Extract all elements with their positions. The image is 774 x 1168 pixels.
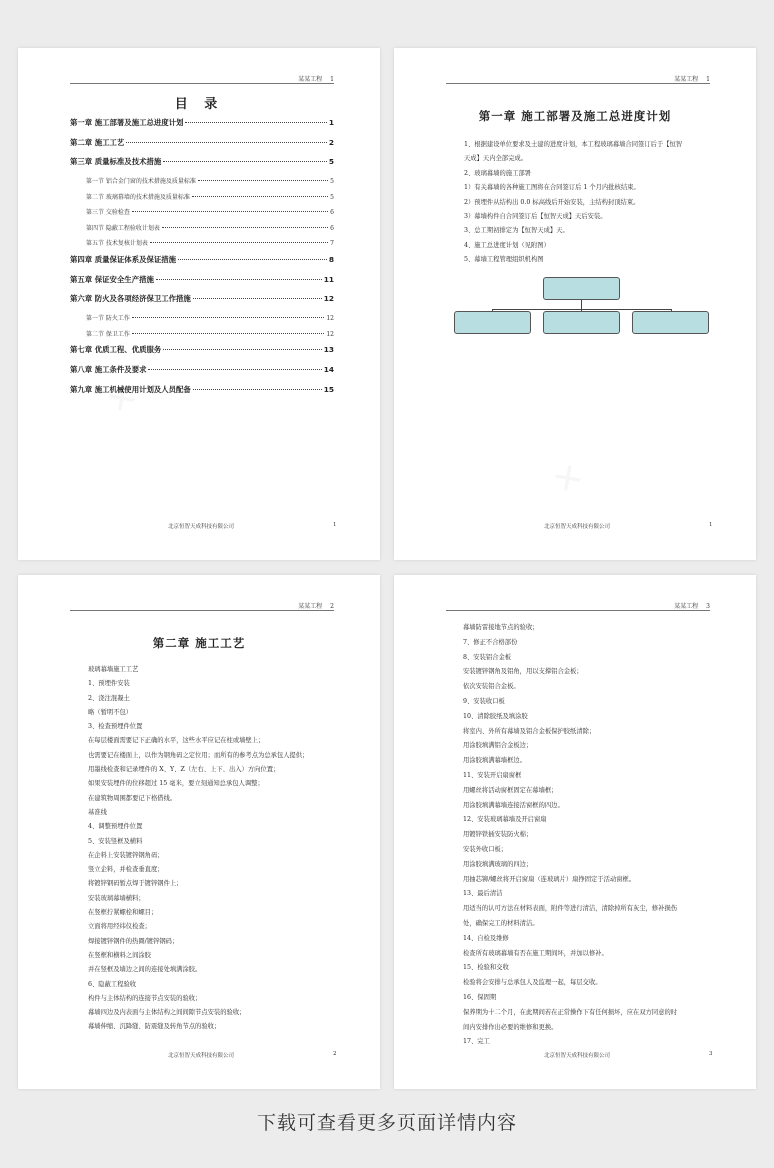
toc-page-number: 11: [323, 274, 334, 284]
page-header: [70, 601, 334, 611]
toc-chapter-entry[interactable]: [70, 293, 334, 313]
toc-entry-text: 第一节 铝合金门窗的技术措施及质量标准: [86, 178, 196, 186]
toc-entry-text: 第二章 施工工艺: [70, 137, 125, 147]
body-text-line: 将室内、外所有幕墙及铝合金板保护胶纸清除；: [463, 727, 596, 735]
toc-leader-dots: [132, 211, 328, 212]
toc-section-entry[interactable]: [70, 192, 334, 208]
header-doc-name: 某某工程: [298, 76, 323, 83]
body-text-line: 略（暂明不包）: [88, 708, 133, 716]
body-text-line: 17、完工: [463, 1038, 490, 1046]
toc-entry-text: 第七章 优质工程、优质服务: [70, 345, 162, 355]
body-text-line: 基准线: [88, 808, 107, 816]
toc-entry-text: 第八章 施工条件及要求: [70, 364, 147, 374]
toc-leader-dots: [132, 317, 324, 318]
body-text-line: 11、安装开启扇窗框: [463, 771, 522, 779]
toc-entry-text: 第二节 玻璃幕墙的技术措施及质量标准: [86, 193, 190, 201]
toc-page-number: 5: [328, 157, 334, 167]
body-text-line: 用镀锌铁插安装防火棉；: [463, 831, 533, 839]
org-chart-connector: [492, 309, 672, 310]
body-text-line: 2、玻璃幕墙的施工部署: [464, 169, 531, 177]
org-chart-child-box: [543, 311, 620, 334]
body-text-line: 检查所有玻璃幕墙有否在施工期间坏，并加以修补。: [463, 949, 608, 957]
header-doc-name: 某某工程: [674, 76, 699, 83]
body-text-line: 依次安装铝合金板。: [463, 683, 520, 691]
body-text-line: 处，确保完工的材料清洁。: [463, 919, 539, 927]
body-text-line: 1、根据建设单位要求及土建的进度计划，本工程玻璃幕墙合同签订后于【恒智: [464, 141, 683, 148]
body-text-line: 立面将用经纬仪检查；: [88, 923, 151, 931]
body-text-line: 用涂胶填满玻璃的四边；: [463, 860, 533, 868]
header-page-number: 3: [706, 603, 710, 610]
toc-page-number: 6: [330, 224, 334, 232]
body-text-line: 幕墙防雷接地节点的验收；: [463, 624, 539, 631]
watermark: [545, 452, 595, 503]
toc-chapter-entry[interactable]: [70, 117, 334, 137]
header-page-number: 2: [330, 603, 334, 610]
header-doc-name: 某某工程: [674, 603, 699, 610]
toc-chapter-entry[interactable]: [70, 254, 334, 274]
footer-company: 北京恒智天成科技有限公司: [544, 1053, 611, 1059]
toc-leader-dots: [185, 122, 326, 123]
toc-page-number: 8: [328, 255, 334, 265]
document-page-chapter2-continued: [394, 575, 756, 1089]
body-text-line: 并在竖框及墙边之间的连接处填满涂胶。: [88, 966, 202, 974]
toc-entry-text: 第四章 质量保证体系及保证措施: [70, 255, 177, 265]
document-page-toc: [18, 48, 380, 560]
body-text-line: 安装玻璃幕墙横料；: [88, 894, 145, 902]
toc-page-number: 5: [330, 178, 334, 186]
body-text-line: 也需要记在楼面上，以作为钢角码之定位用；而所有的参考点为总承包人提供；: [88, 751, 309, 759]
body-text-line: 15、检验和交收: [463, 964, 509, 972]
body-text-line: 9、安装收口板: [463, 697, 505, 705]
chapter2-body: [88, 665, 308, 1037]
download-more-banner[interactable]: 下载可查看更多页面详情内容: [256, 1112, 517, 1134]
body-text-line: 天成】天内全部完成。: [464, 155, 527, 163]
toc-entry-text: 第四节 隐蔽工程验收计划表: [86, 224, 160, 232]
toc-page-number: 14: [323, 364, 334, 374]
toc-chapter-entry[interactable]: [70, 364, 334, 384]
body-text-line: 构件与主体结构的连接节点安装的验收；: [88, 994, 202, 1002]
toc-page-number: 6: [330, 209, 334, 217]
body-text-line: 7、修正不合格部份: [463, 638, 518, 646]
body-text-line: 用涂胶填满幕墙框边。: [463, 757, 526, 765]
body-text-line: 12、安装玻璃幕墙及开启窗扇: [463, 816, 547, 824]
document-page-chapter1: [394, 48, 756, 560]
toc-entry-text: 第六章 防火及各项经济保卫工作措施: [70, 294, 191, 304]
toc-entry-text: 第三章 质量标准及技术措施: [70, 157, 162, 167]
body-text-line: 用涂胶填满幕墙连接活窗框的四边。: [463, 801, 564, 809]
body-text-line: 2、浇注混凝土: [88, 694, 130, 702]
toc-leader-dots: [198, 180, 328, 181]
body-text-line: 6、隐蔽工程验收: [88, 980, 137, 988]
body-text-line: 用螺丝将活动窗框固定在幕墙框；: [463, 786, 558, 794]
footer-company: 北京恒智天成科技有限公司: [544, 524, 611, 530]
toc-leader-dots: [162, 227, 328, 228]
chapter-title: 第二章 施工工艺: [152, 636, 246, 650]
toc-leader-dots: [192, 196, 328, 197]
toc-entry-text: 第九章 施工机械使用计划及人员配备: [70, 384, 191, 394]
body-text-line: 竖立企料，并检查垂直度；: [88, 866, 164, 874]
page-header: [70, 74, 334, 84]
page-footer: [394, 1051, 756, 1061]
body-text-line: 将镀锌钢码暂点焊于镀锌钢件上；: [88, 880, 183, 888]
body-text-line: 14、自检及维修: [463, 934, 509, 942]
body-text-line: 幕墙伸缩、沉降缝、防震缝及转角节点的验收；: [88, 1023, 221, 1031]
toc-page-number: 12: [326, 315, 334, 323]
toc-section-entry[interactable]: [70, 238, 334, 254]
body-text-line: 检验将会安排与总承包人及监理一起，每层交收。: [463, 979, 602, 987]
toc-section-entry[interactable]: [70, 207, 334, 223]
body-text-line: 2）预埋件从结构出 0.0 标高线后开始安装，主结构封顶结束。: [464, 198, 640, 206]
body-text-line: 4、调整预埋件位置: [88, 823, 143, 831]
toc-leader-dots: [150, 242, 328, 243]
body-text-line: 5、幕墙工程管理组织机构图: [464, 256, 544, 264]
body-text-line: 3、检查预埋件位置: [88, 723, 143, 731]
page-footer: [18, 522, 380, 532]
body-text-line: 在每层楼面需要记下正确的水平，这些水平应记在柱或墙壁上；: [88, 737, 265, 745]
toc-section-entry[interactable]: [70, 176, 334, 192]
chapter2-continued-body: [463, 623, 677, 1052]
page-header: [446, 601, 710, 611]
body-text-line: 10、清除胶纸及填涂胶: [463, 712, 528, 720]
org-chart-top-box: [543, 277, 620, 300]
toc-page-number: 1: [328, 118, 334, 127]
body-text-line: 在建筑物周围都要记下格借线。: [88, 794, 177, 802]
toc-page-number: 7: [330, 240, 334, 248]
toc-entry-text: 第三节 交验检查: [86, 209, 130, 217]
org-chart-child-box: [454, 311, 531, 334]
toc-entry-text: 第一章 施工部署及施工总进度计划: [70, 118, 184, 127]
toc-leader-dots: [156, 279, 322, 280]
body-text-line: 4、施工总进度计划（见附图）: [464, 241, 550, 249]
table-of-contents: [70, 117, 334, 403]
document-page-chapter2: [18, 575, 380, 1089]
body-text-line: 幕墙四边及内表面与主体结构之间间隙节点安装的验收；: [88, 1009, 246, 1017]
toc-chapter-entry[interactable]: [70, 344, 334, 364]
body-text-line: 13、最后清洁: [463, 890, 503, 898]
toc-entry-text: 第二节 保卫工作: [86, 330, 130, 338]
org-chart-child-box: [632, 311, 709, 334]
footer-page-number: 3: [709, 1051, 713, 1057]
footer-company: 北京恒智天成科技有限公司: [168, 1053, 235, 1059]
toc-leader-dots: [148, 369, 321, 370]
toc-leader-dots: [132, 333, 324, 334]
toc-leader-dots: [193, 298, 322, 299]
body-text-line: 1、预埋件安装: [88, 680, 130, 688]
body-text-line: 在竖框拧紧螺栓和螺目；: [88, 909, 158, 917]
toc-entry-text: 第一节 防火工作: [86, 315, 130, 323]
toc-section-entry[interactable]: [70, 313, 334, 329]
body-text-line: 8、安装铝合金板: [463, 653, 512, 661]
body-text-line: 间内安排作出必要的维修和更换。: [463, 1023, 558, 1031]
body-text-line: 用抽芯铆/螺丝将开启窗扇（连玻璃片）扇挣固定于活动窗框。: [463, 875, 636, 883]
toc-page-number: 15: [323, 384, 334, 394]
body-text-line: 用适当的认可方法在材料表面，附件等进行清洁，清除掉所有灰尘，修补损伤: [463, 905, 678, 913]
body-text-line: 安装镀锌钢角及铝角，用以支撑铝合金板；: [463, 668, 583, 676]
footer-company: 北京恒智天成科技有限公司: [168, 524, 235, 530]
body-text-line: 5、安装竖框及横料: [88, 837, 143, 845]
body-text-line: 3、总工期初排定为【恒智天成】天。: [464, 227, 569, 235]
body-text-line: 如果安装埋件的位移超过 15 毫米，要立刻通知总承包人调整；: [88, 780, 264, 788]
toc-chapter-entry[interactable]: [70, 156, 334, 176]
toc-leader-dots: [163, 349, 321, 350]
toc-page-number: 12: [326, 330, 334, 338]
footer-page-number: 1: [333, 522, 337, 528]
toc-chapter-entry[interactable]: [70, 137, 334, 157]
toc-section-entry[interactable]: [70, 329, 334, 345]
body-text-line: 保养期为十二个月，在此期间若在正常操作下有任何损坏，应在双方同意的时: [463, 1008, 678, 1016]
chapter-title: 第一章 施工部署及施工总进度计划: [478, 109, 672, 123]
body-text-line: 玻璃幕墙施工工艺: [88, 666, 139, 673]
toc-leader-dots: [126, 142, 327, 143]
body-text-line: 3）幕墙构件自合同签订后【恒智天成】天后安装。: [464, 212, 607, 220]
body-text-line: 16、保固期: [463, 993, 497, 1001]
header-doc-name: 某某工程: [298, 603, 323, 610]
toc-page-number: 13: [323, 345, 334, 355]
toc-leader-dots: [178, 259, 327, 260]
page-footer: [394, 522, 756, 532]
toc-entry-text: 第五节 技术复核计划表: [86, 240, 148, 248]
toc-leader-dots: [163, 161, 327, 162]
toc-entry-text: 第五章 保证安全生产措施: [70, 274, 154, 284]
toc-chapter-entry[interactable]: [70, 274, 334, 294]
body-text-line: 焊接镀锌钢件的热圈/镀锌钢码；: [88, 937, 179, 945]
body-text-line: 1）有关幕墙的各种施工图将在合同签订后 1 个月内批核结束。: [464, 184, 640, 192]
page-header: [446, 74, 710, 84]
toc-section-entry[interactable]: [70, 223, 334, 239]
toc-title: 目 录: [174, 97, 224, 112]
body-text-line: 在竖框和横料之间涂胶: [88, 951, 151, 959]
header-page-number: 1: [706, 76, 710, 83]
page-footer: [18, 1051, 380, 1061]
body-text-line: 用墨线检查和记录埋件的 X、Y、Z（左右、上下、出入）方向位置；: [88, 766, 280, 774]
footer-page-number: 2: [333, 1051, 337, 1057]
toc-page-number: 5: [330, 193, 334, 201]
toc-page-number: 2: [328, 137, 334, 147]
body-text-line: 在企料上安装镀锌钢角码；: [88, 851, 164, 859]
chapter1-body: [464, 140, 682, 270]
body-text-line: 用涂胶填满铝合金板边；: [463, 742, 533, 750]
toc-page-number: 12: [323, 294, 334, 304]
toc-leader-dots: [193, 389, 322, 390]
body-text-line: 安装外收口板；: [463, 845, 508, 853]
header-page-number: 1: [330, 76, 334, 83]
footer-page-number: 1: [709, 522, 713, 528]
